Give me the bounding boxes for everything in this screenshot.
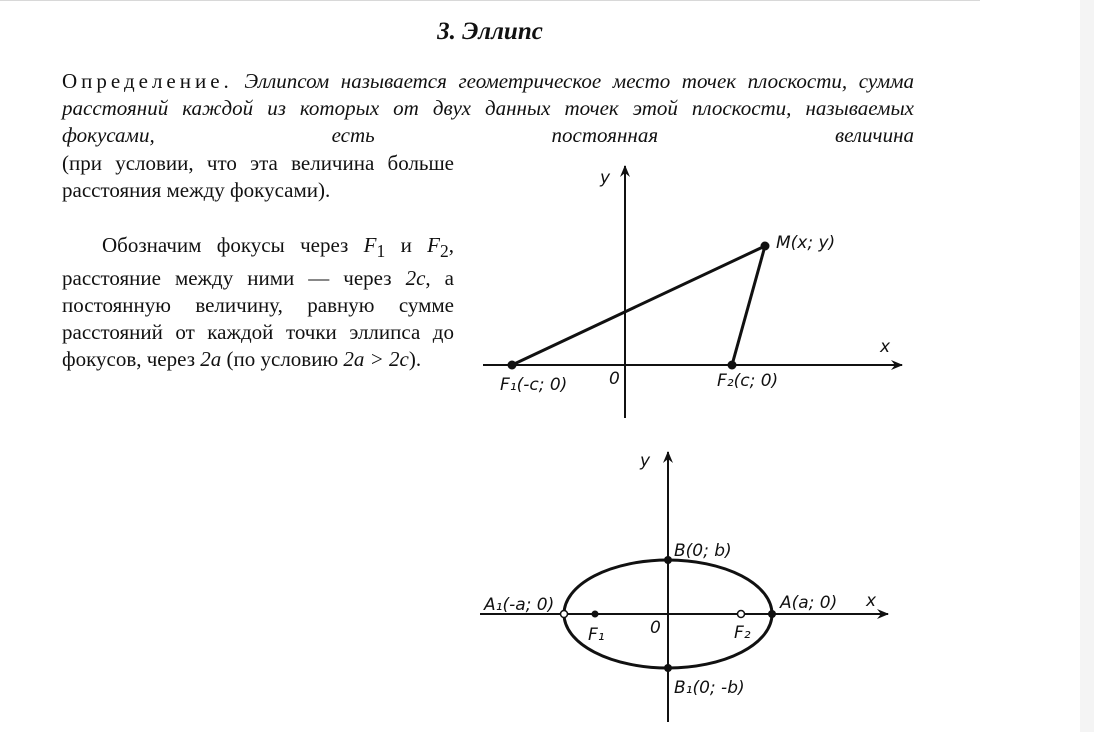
fig2-point-b1 xyxy=(664,664,672,672)
fig1-f1-label: F₁(-c; 0) xyxy=(500,375,568,395)
distance-2c: 2c xyxy=(405,266,426,291)
fig1-m-label: M(x; y) xyxy=(776,233,836,253)
constant-2a: 2a xyxy=(200,347,222,372)
fig1-origin-label: 0 xyxy=(609,369,620,389)
fig2-x-label: x xyxy=(866,591,877,611)
fig1-f2-label: F₂(c; 0) xyxy=(717,371,779,391)
fig2-point-f2 xyxy=(738,611,745,618)
fig2-b-label: B(0; b) xyxy=(674,541,732,561)
notation-text-5: (по условию xyxy=(221,347,344,372)
definition-label: Определение. xyxy=(62,69,233,93)
fig2-point-f1 xyxy=(592,611,599,618)
notation-text-2: и xyxy=(385,233,428,257)
fig1-segment-f1-m xyxy=(512,246,765,365)
fig1-point-m xyxy=(761,242,770,251)
fig1-x-label: x xyxy=(880,337,891,357)
fig2-origin-label: 0 xyxy=(650,618,661,638)
fig2-a-label: A(a; 0) xyxy=(780,593,838,613)
focus-f1-symbol: F xyxy=(363,233,377,257)
fig2-a1-label: A₁(-a; 0) xyxy=(484,595,555,615)
notation-text-4: , а постоянную величину, равную сумме расстояний от каждой точки эллипса до фокусов, через xyxy=(62,266,454,372)
figure-ellipse xyxy=(480,451,888,722)
fig2-point-b xyxy=(664,556,672,564)
fig2-f1-label: F₁ xyxy=(588,625,605,645)
notation-text-6: ). xyxy=(408,347,422,372)
focus-f1-subscript: 1 xyxy=(376,241,386,262)
fig2-point-a xyxy=(768,610,776,618)
condition-inequality: 2a > 2c xyxy=(343,347,409,372)
notation-text-1: Обозначим фокусы через xyxy=(102,233,364,257)
section-heading: 3. Эллипс xyxy=(437,18,543,45)
fig2-f2-label: F₂ xyxy=(734,623,751,643)
notation-text-3: , расстояние между ними — через xyxy=(62,233,454,291)
fig1-point-f2 xyxy=(728,361,737,370)
fig1-segment-m-f2 xyxy=(732,246,765,365)
figure-focal-triangle xyxy=(483,166,902,418)
fig1-y-label: y xyxy=(600,168,611,188)
definition-tail: (при условии, что эта величина больше расстояния между фокусами). xyxy=(62,151,454,202)
definition-italic-text: Эллипсом называется геометрическое место точек плоскости, сумма расстояний каждой из которых от двух данных точек этой плоскости, называемых фокусами, есть постоянная величина xyxy=(62,69,915,147)
fig1-point-f1 xyxy=(508,361,517,370)
focus-f2-subscript: 2 xyxy=(440,241,449,262)
fig2-point-a1 xyxy=(561,611,568,618)
focus-f2-symbol: F xyxy=(427,233,440,257)
fig2-y-label: y xyxy=(640,451,651,471)
fig2-b1-label: B₁(0; -b) xyxy=(674,678,745,698)
